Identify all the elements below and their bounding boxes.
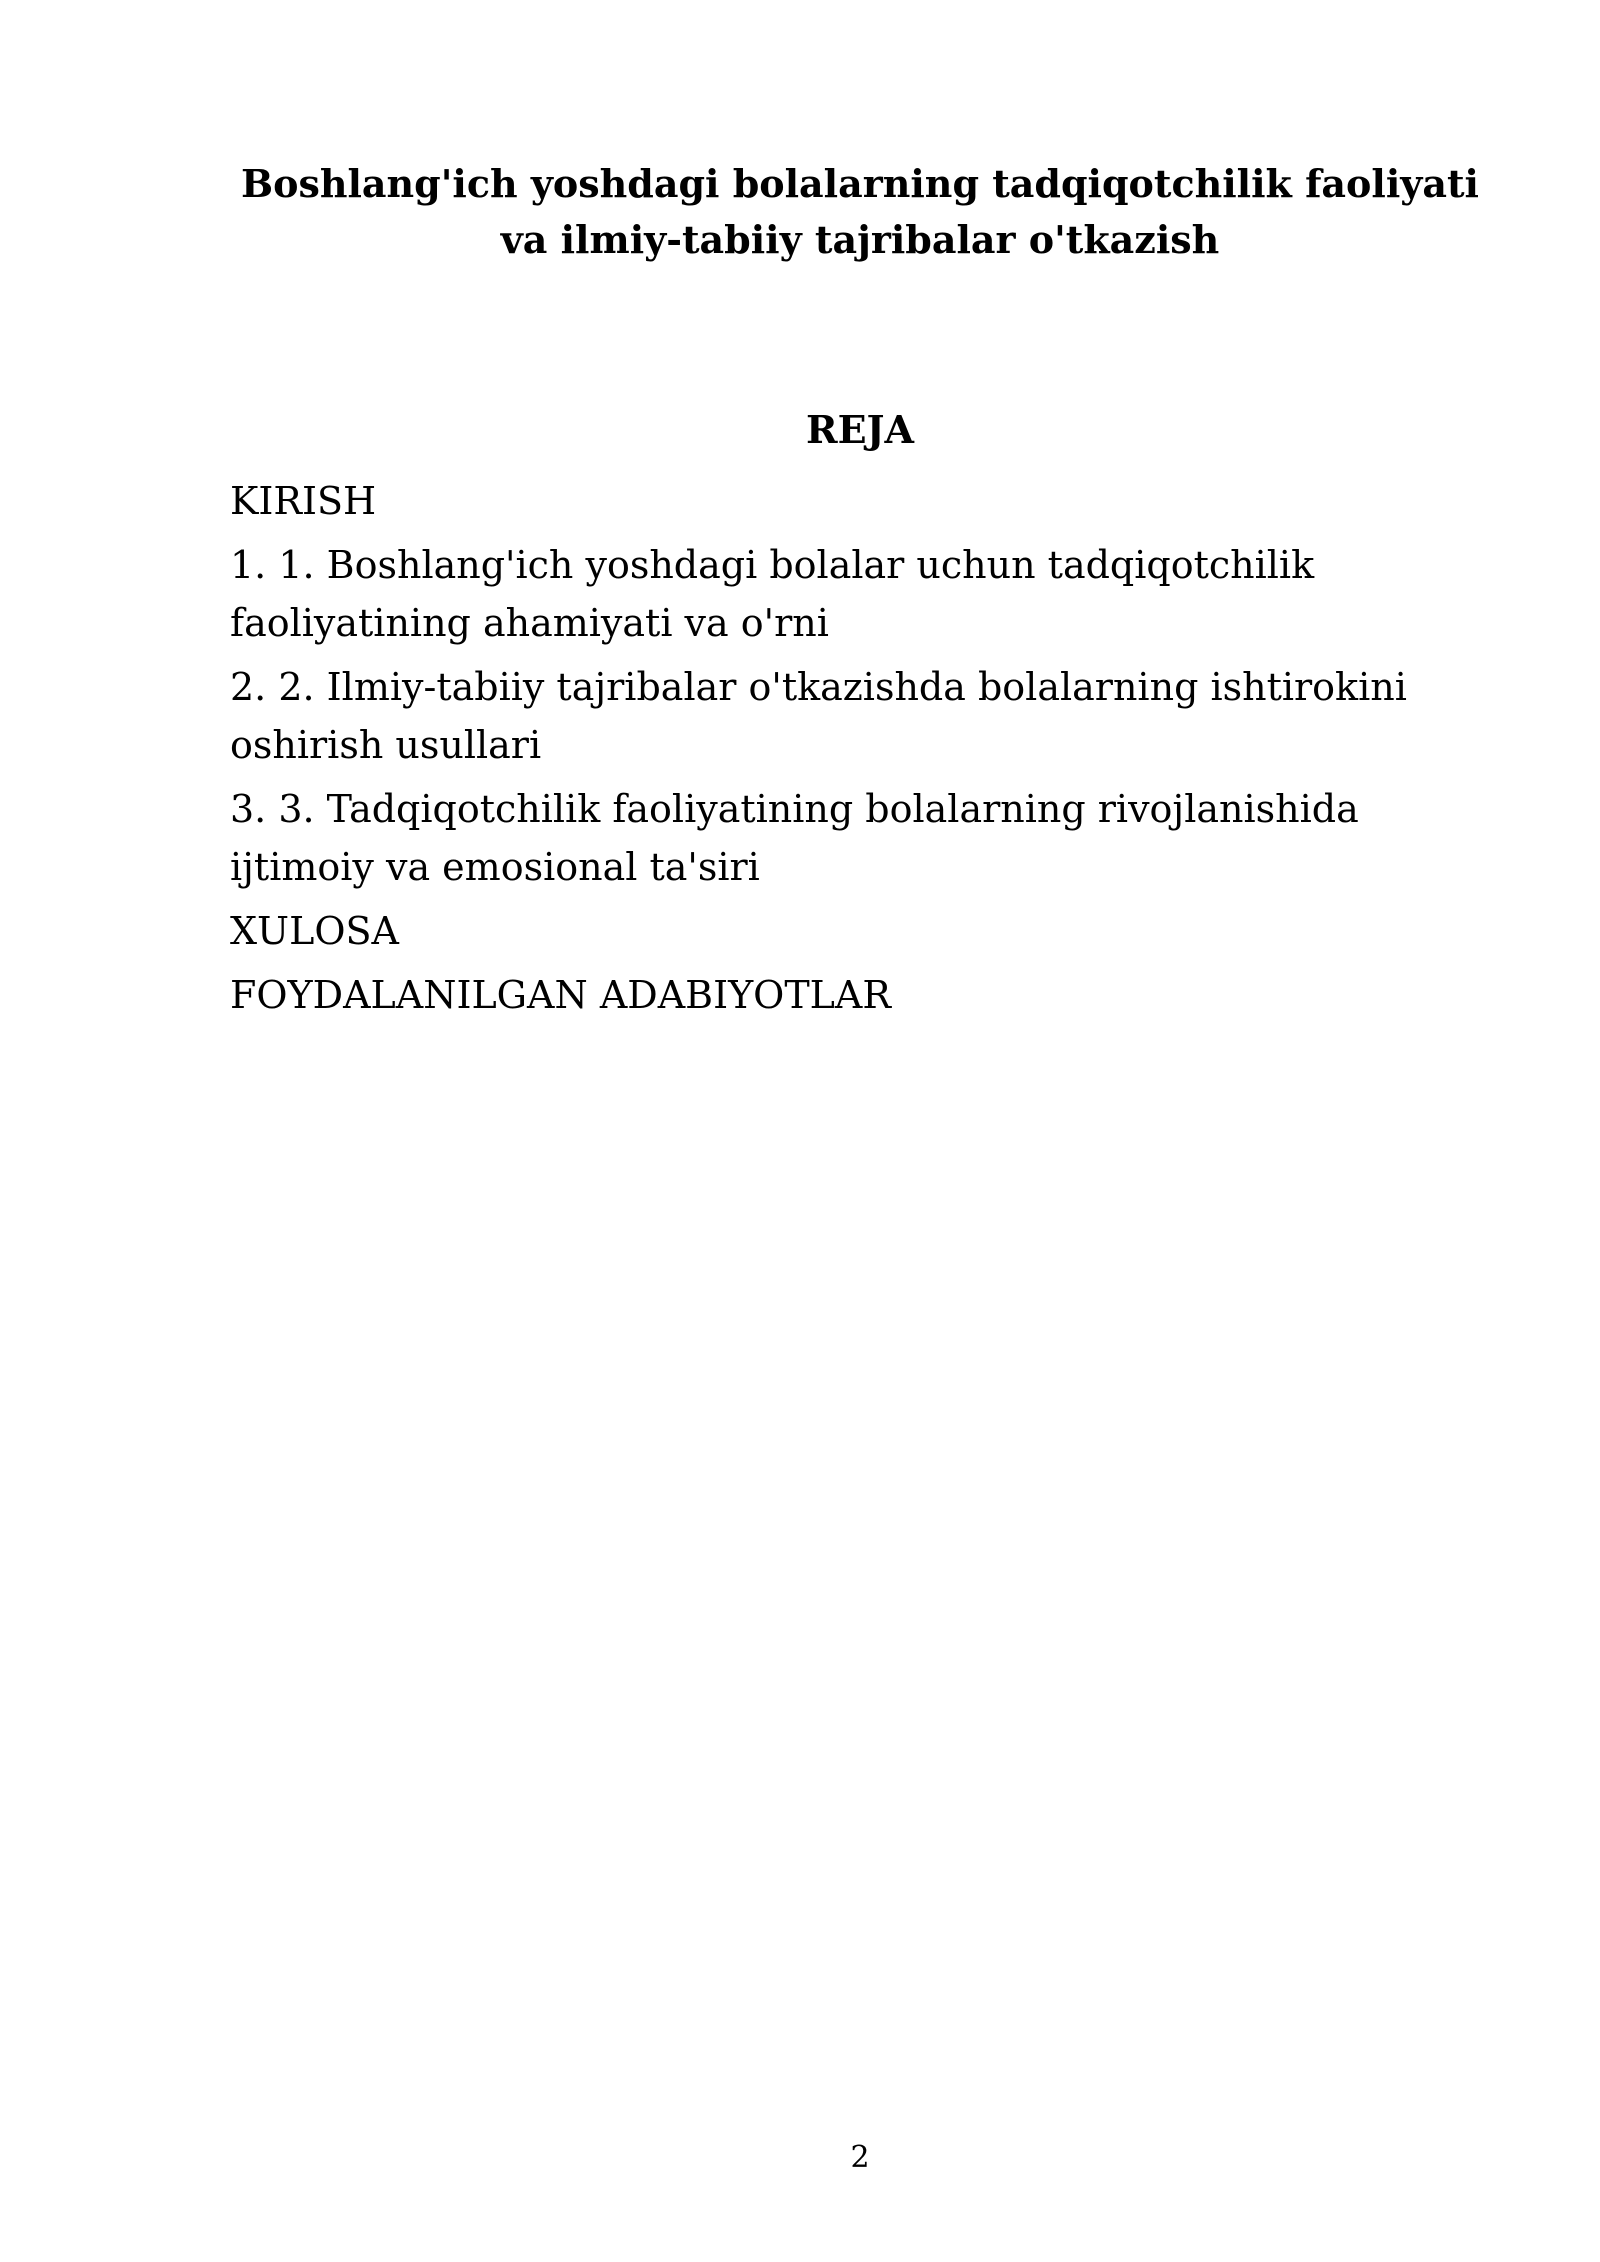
page-number: 2 — [850, 2140, 870, 2175]
document-title-line-1: Boshlang'ich yoshdagi bolalarning tadqiqotchilik faoliyati — [241, 161, 1479, 206]
plan-list — [230, 472, 1430, 1030]
plan-item-chapter-2: 2. 2. Ilmiy-tabiiy tajribalar o'tkazishda bolalarning ishtirokini oshirish usullari — [230, 665, 1407, 767]
document-title — [230, 156, 1490, 268]
plan-item-conclusion: XULOSA — [230, 909, 399, 953]
plan-item-chapter-1: 1. 1. Boshlang'ich yoshdagi bolalar uchun tadqiqotchilik faoliyatining ahamiyati va o'rni — [230, 543, 1315, 645]
plan-item-references: FOYDALANILGAN ADABIYOTLAR — [230, 973, 891, 1017]
plan-heading: REJA — [805, 407, 914, 452]
plan-item-introduction: KIRISH — [230, 479, 377, 523]
document-title-line-2: va ilmiy-tabiiy tajribalar o'tkazish — [500, 217, 1220, 262]
plan-item-chapter-3: 3. 3. Tadqiqotchilik faoliyatining bolalarning rivojlanishida ijtimoiy va emosional ta'siri — [230, 787, 1359, 889]
